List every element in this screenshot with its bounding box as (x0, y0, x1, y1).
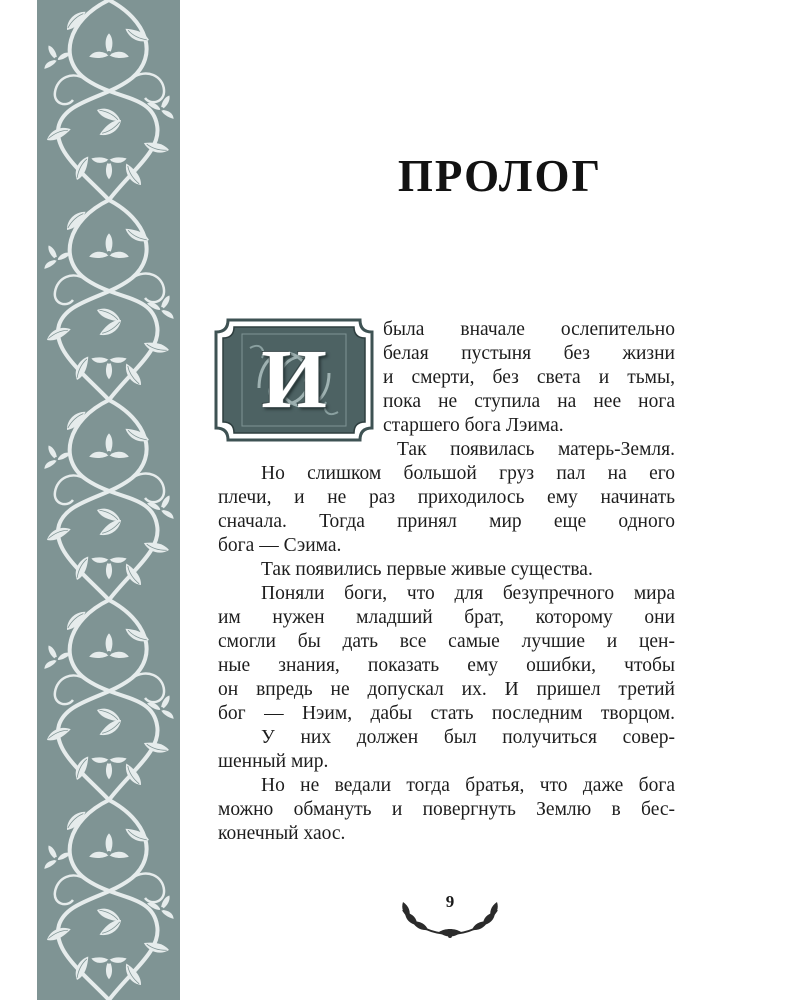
body-line: Так появилась матерь-Земля. (397, 439, 675, 460)
body-line: У них должен был получиться совер- (261, 727, 675, 748)
page-folio (395, 888, 505, 940)
floral-ornament-band (37, 0, 180, 1000)
body-line: бога — Сэима. (218, 535, 342, 556)
body-line: Но не ведали тогда братья, что даже бога (261, 775, 675, 796)
body-line: и смерти, без света и тьмы, (383, 367, 675, 388)
floral-ornament-icon (37, 0, 180, 1000)
body-line: старшего бога Лэима. (383, 415, 564, 436)
body-line: Поняли боги, что для безупречного мира (261, 583, 675, 604)
body-line: ные знания, показать ему ошибки, чтобы (218, 655, 675, 676)
body-line: сначала. Тогда принял мир еще одного (218, 511, 675, 532)
body-line: была вначале ослепительно (383, 319, 675, 340)
page-number: 9 (445, 892, 455, 911)
drop-cap-letter: И (261, 333, 327, 426)
page-title: ПРОЛОГ (397, 151, 603, 201)
drop-cap (214, 318, 374, 442)
body-line: смогли бы дать все самые лучшие и цен- (218, 631, 675, 652)
body-line: можно обмануть и повергнуть Землю в бес- (218, 799, 675, 820)
body-line: шенный мир. (218, 751, 329, 772)
body-line: бог — Нэим, дабы стать последним творцом. (218, 703, 675, 724)
body-line: плечи, и не раз приходилось ему начинать (218, 487, 675, 508)
body-line: пока не ступила на нее нога (383, 391, 675, 412)
body-line: белая пустыня без жизни (383, 343, 675, 364)
body-line: им нужен младший брат, которому они (218, 607, 675, 628)
body-line: Так появились первые живые существа. (261, 559, 593, 580)
body-line: он впредь не допускал их. И пришел третий (218, 679, 675, 700)
body-line: Но слишком большой груз пал на его (261, 463, 675, 484)
body-line: конечный хаос. (218, 823, 346, 844)
